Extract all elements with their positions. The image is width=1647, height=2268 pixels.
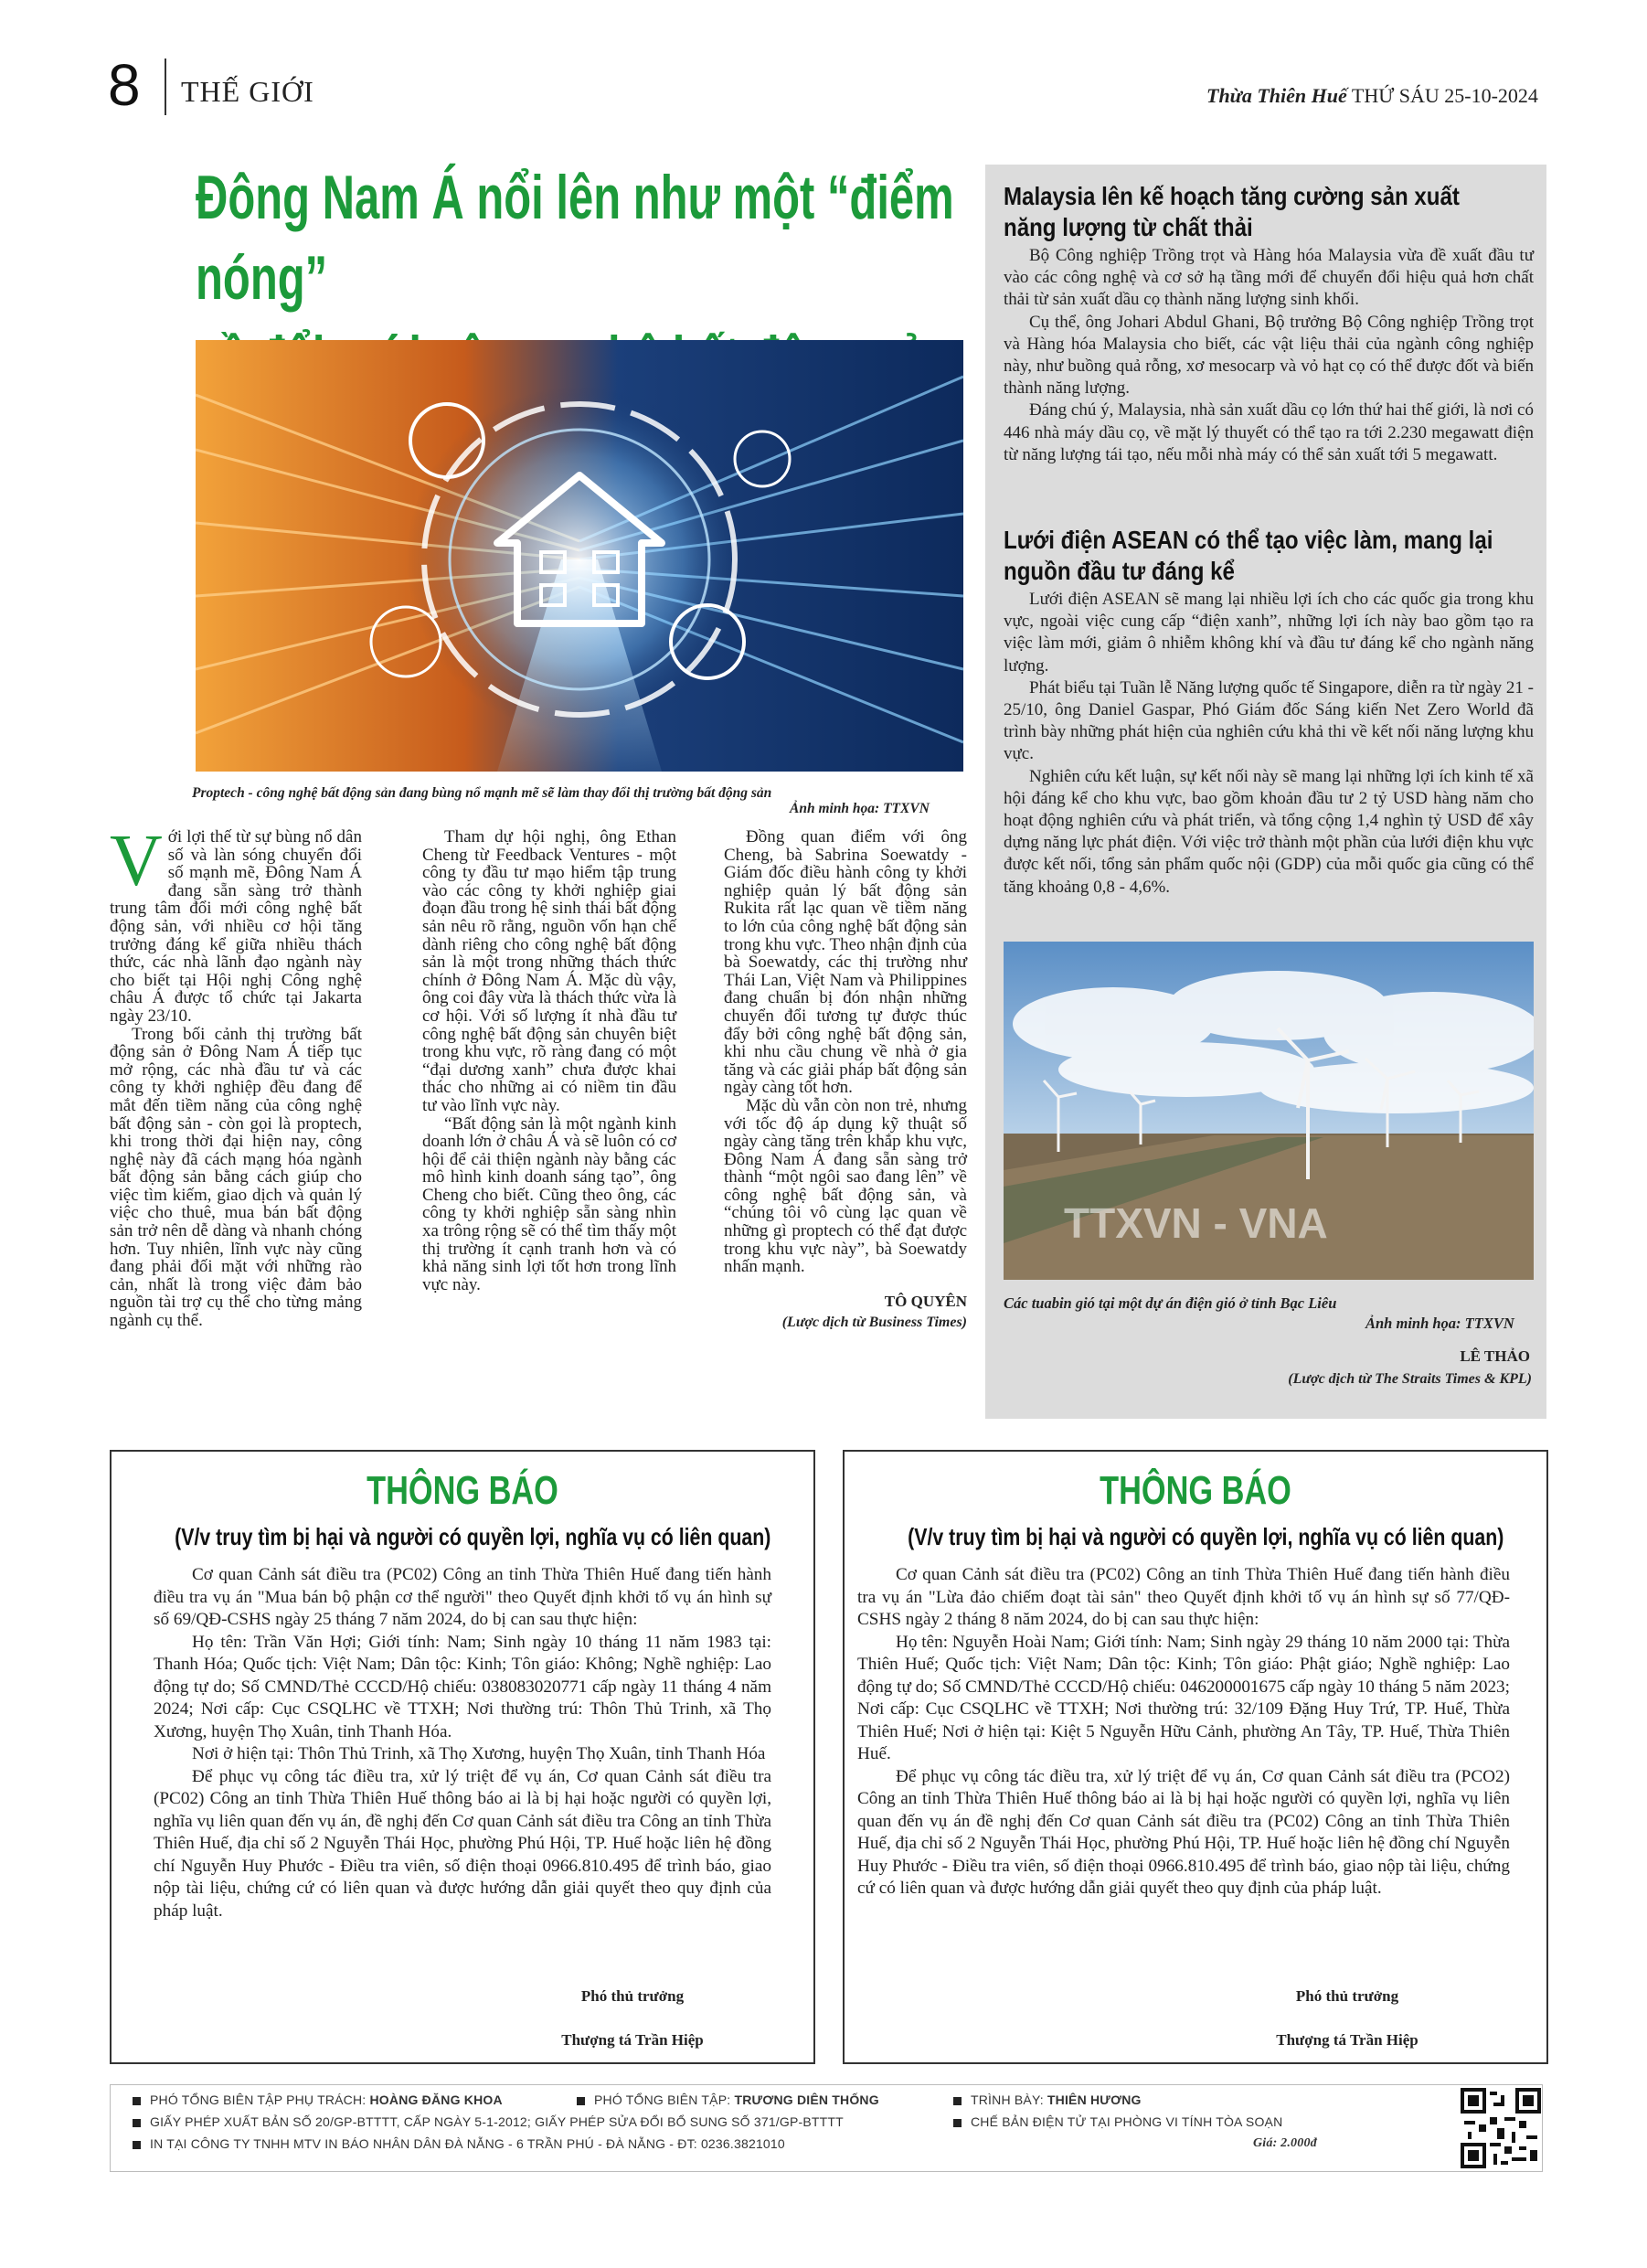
paragraph: “Bất động sản là một ngành kinh doanh lớn ở châu Á và sẽ luôn có cơ hội để cải thiện ngành này bằng các mô hình kinh doanh sáng tạo”, ông Cheng cho biết. Cũng theo ông, các công ty khởi nghiệp sẵn sàng nhìn xa trông rộng sẽ có thể tìm thấy một thị trường ít cạnh tranh hơn và có khả năng sinh lợi tốt hơn trong lĩnh vực này. — [422, 1113, 676, 1294]
license-info: GIẤY PHÉP XUẤT BẢN SỐ 20/GP-BTTTT, CẤP NGÀY 5-1-2012; GIẤY PHÉP SỬA ĐỔI BỔ SUNG SỐ 371/GP-BTTTT — [133, 2114, 844, 2129]
sidebar-story-title: Lưới điện ASEAN có thể tạo việc làm, mang lại nguồn đầu tư đáng kể — [1004, 526, 1493, 585]
sidebar-author: LÊ THẢO — [1460, 1347, 1530, 1365]
notice-body — [154, 1564, 771, 1922]
smart-home-illustration — [196, 340, 963, 772]
paragraph: Cụ thể, ông Johari Abdul Ghani, Bộ trưởng Bộ Công nghiệp Trồng trọt và Hàng hóa Malaysia cho biết, các vật liệu thải của ngành công nghiệp này, như buồng quả rỗng, xơ mesocarp và vỏ hạt cọ có thể được đốt và biến thành năng lượng. — [1004, 312, 1534, 399]
wind-turbines-photo — [1004, 942, 1534, 1280]
bullet-icon — [133, 2141, 141, 2149]
article-column-2 — [422, 828, 676, 1294]
paragraph: Để phục vụ công tác điều tra, xử lý triệt để vụ án, Cơ quan Cảnh sát điều tra (PC02) Công an tỉnh Thừa Thiên Huế thông báo ai là bị hại hoặc người có quyền lợi, nghĩa vụ liên quan đến vụ án, đề nghị đến Cơ quan Cảnh sát điều tra Công an tỉnh Thừa Thiên Huế, địa chỉ số 2 Nguyễn Thái Học, phường Phú Hội, TP. Huế hoặc liên hệ đồng chí Nguyễn Huy Phước - Điều tra viên, số điện thoại 0966.810.495 để trình báo, giao nộp tài liệu, chứng cứ có liên quan và được hướng dẫn giải quyết theo quy định của pháp luật. — [154, 1766, 771, 1921]
paragraph: Họ tên: Trần Văn Hợi; Giới tính: Nam; Sinh ngày 10 tháng 11 năm 1983 tại: Thanh Hóa; Quốc tịch: Việt Nam; Dân tộc: Kinh; Tôn giáo: Không; Nghề nghiệp: Lao động tự do; Số CMND/Thẻ CCCD/Hộ chiếu: 038083020771 cấp ngày 11 tháng 4 năm 2024; Nơi cấp: Cục CSQLHC về TTXH; Nơi thường trú: Thôn Thủ Trinh, xã Thọ Xương, huyện Thọ Xuân, tỉnh Thanh Hóa. — [154, 1632, 771, 1741]
section-name: THẾ GIỚI — [181, 75, 314, 108]
proptech-image — [196, 340, 963, 772]
article-source: (Lược dịch từ Business Times) — [781, 1315, 967, 1331]
bullet-icon — [133, 2119, 141, 2127]
bullet-icon — [953, 2119, 962, 2127]
newspaper-name: Thừa Thiên Huế — [1206, 84, 1347, 107]
bullet-icon — [577, 2097, 585, 2105]
sidebar-story-body — [1004, 589, 1534, 899]
paragraph: Nghiên cứu kết luận, sự kết nối này sẽ mang lại những lợi ích kinh tế xã hội đáng kể cho khu vực, bao gồm khoản đầu tư 2 tỷ USD hàng năm cho hoạt động nghiên cứu và phát triển, và tổng cộng 1,4 nghìn tỷ USD để xây dựng năng lực phát điện. Với việc trở thành một phần của lưới điện khu vực được kết nối, tổng sản phẩm quốc nội (GDP) của mỗi quốc gia cũng có thể tăng khoảng 0,8 - 4,6%. — [1004, 766, 1534, 897]
signer-name: Thượng tá Trần Hiệp — [1276, 2031, 1419, 2049]
notice-body — [857, 1564, 1510, 1901]
notice-left — [110, 1450, 815, 2064]
sidebar-story-asean-grid — [1004, 525, 1534, 899]
sidebar-story-body — [1004, 245, 1534, 466]
paragraph: Trong bối cảnh thị trường bất động sản ở Đông Nam Á tiếp tục mở rộng, các nhà đầu tư và các công ty khởi nghiệp đều đang để mắt đến tiềm năng của công nghệ bất động sản - còn gọi là proptech, khi trong thời đại hiện nay, công nghệ này đã cách mạng hóa ngành bất động sản bằng cách giúp cho việc tìm kiếm, giao dịch và quản lý việc cho thuê, mua bán bất động sản trở nên dễ dàng và nhanh chóng hơn. Tuy nhiên, lĩnh vực này cũng đang phải đối mặt với những rào cản, nhất là trong việc đảm bảo nguồn tài trợ cụ thể cho từng mảng ngành cụ thể. — [110, 1024, 362, 1331]
sidebar-source: (Lược dịch từ The Straits Times & KPL) — [1288, 1371, 1532, 1387]
issue-date: THỨ SÁU 25-10-2024 — [1351, 84, 1538, 107]
paragraph: Lưới điện ASEAN sẽ mang lại nhiều lợi ích cho các quốc gia trong khu vực, ngoài việc cung cấp “điện xanh”, những lợi ích này bao gồm tạo ra việc làm mới, giảm ô nhiễm không khí và đầu tư đáng kể cho ngành năng lượng. — [1004, 590, 1534, 676]
notice-title: THÔNG BÁO — [367, 1468, 558, 1513]
article-author: TÔ QUYÊN — [884, 1292, 967, 1310]
header-divider — [165, 59, 166, 115]
paragraph: Đáng chú ý, Malaysia, nhà sản xuất dầu cọ lớn thứ hai thế giới, là nơi có 446 nhà máy dầu cọ, về mặt lý thuyết có thể tạo ra tới 2.230 megawatt điện từ năng lượng tái tạo, nếu mỗi nhà máy có thể sản xuất tới 5 megawatt. — [1004, 400, 1534, 464]
dropcap: V — [110, 821, 163, 901]
paragraph: Bộ Công nghiệp Trồng trọt và Hàng hóa Malaysia vừa đề xuất đầu tư vào các công nghệ và cơ sở hạ tầng mới để chuyển đổi hiệu quả hơn chất thải từ sản xuất dầu cọ thành năng lượng sinh khối. — [1004, 246, 1534, 310]
hero-credit: Ảnh minh họa: TTXVN — [790, 801, 930, 816]
paragraph: Đồng quan điểm với ông Cheng, bà Sabrina Soewatdy - Giám đốc điều hành công ty khởi nghiệp quản lý bất động sản Rukita rất lạc quan về tiềm năng to lớn của công nghệ bất động sản trong khu vực. Theo nhận định của bà Soewatdy, các thị trường như Thái Lan, Việt Nam và Philippines đang chuẩn bị đón nhận những chuyển đổi tương tự được thúc đẩy bởi công nghệ bất động sản, khi nhu cầu chung về nhà ở gia tăng và các giải pháp bất động sản ngày càng tốt hơn. — [724, 827, 967, 1098]
printer-info: IN TẠI CÔNG TY TNHH MTV IN BÁO NHÂN DÂN ĐÀ NẴNG - 6 TRẦN PHÚ - ĐÀ NẴNG - ĐT: 0236.3821010 — [133, 2136, 785, 2151]
page-number: 8 — [108, 52, 141, 118]
typesetting-info: CHẾ BẢN ĐIỆN TỬ TẠI PHÒNG VI TÍNH TÒA SOẠN — [953, 2114, 1282, 2129]
price: Giá: 2.000đ — [1253, 2136, 1317, 2150]
paragraph: Để phục vụ công tác điều tra, xử lý triệt để vụ án, Cơ quan Cảnh sát điều tra (PCO2) Công an tỉnh Thừa Thiên Huế thông báo ai là bị hại hoặc người có quyền lợi, nghĩa vụ liên quan đến vụ án đề nghị đến Cơ quan Cảnh sát điều tra (PC02) Công an tỉnh Thừa Thiên Huế, địa chỉ số 2 Nguyễn Thái Học, phường Phú Hội, TP. Huế hoặc liên hệ đồng chí Nguyễn Huy Phước - Điều tra viên, số điện thoại 0966.810.495 để trình báo, giao nộp tài liệu, chứng cứ có liên quan và được hướng dẫn giải quyết theo quy định của pháp luật. — [857, 1766, 1510, 1898]
paragraph: Cơ quan Cảnh sát điều tra (PC02) Công an tỉnh Thừa Thiên Huế đang tiến hành điều tra vụ án "Mua bán bộ phận cơ thể người" theo Quyết định khởi tố vụ án hình sự số 69/QĐ-CSHS ngày 25 tháng 7 năm 2024, do bị can sau thực hiện: — [154, 1565, 771, 1629]
notice-title: THÔNG BÁO — [1100, 1468, 1291, 1513]
signer-title: Phó thủ trưởng — [1295, 1987, 1399, 2005]
wind-caption: Các tuabin gió tại một dự án điện gió ở tỉnh Bạc Liêu — [1004, 1294, 1337, 1312]
paragraph: ới lợi thế từ sự bùng nổ dân số và làn sóng chuyển đổi số mạnh mẽ, Đông Nam Á đang sẵn sàng trở thành trung tâm đổi mới công nghệ bất động sản, với nhiều cơ hội tăng trưởng đáng kể giữa nhiều thách thức, các nhà lãnh đạo ngành này cho biết tại Hội nghị Công nghệ châu Á được tổ chức tại Jakarta ngày 23/10. — [110, 827, 362, 1026]
sidebar-story-title: Malaysia lên kế hoạch tăng cường sản xuất năng lượng từ chất thải — [1004, 182, 1460, 241]
paragraph: Họ tên: Nguyễn Hoài Nam; Giới tính: Nam; Sinh ngày 29 tháng 10 năm 2000 tại: Thừa Thiên Huế; Quốc tịch: Việt Nam; Dân tộc: Kinh; Tôn giáo: Phật giáo; Nghề nghiệp: Lao động tự do; Số CMND/Thẻ CCCD/Hộ chiếu: 046200001675 cấp ngày 10 tháng 5 năm 2023; Nơi cấp: Cục CSQLHC về TTXH; Nơi thường trú: 32/109 Đặng Huy Trứ, TP. Huế, Thừa Thiên Huế; Nơi ở hiện tại: Kiệt 5 Nguyễn Hữu Cảnh, phường An Tây, TP. Huế, Thừa Thiên Huế. — [857, 1632, 1510, 1763]
bullet-icon — [133, 2097, 141, 2105]
notice-subtitle: (V/v truy tìm bị hại và người có quyền lợi, nghĩa vụ có liên quan) — [908, 1523, 1504, 1550]
hero-caption: Proptech - công nghệ bất động sản đang bùng nổ mạnh mẽ sẽ làm thay đổi thị trường bất động sản — [192, 785, 772, 801]
sidebar-story-malaysia — [1004, 181, 1534, 466]
wind-farm-image — [1004, 942, 1534, 1280]
deputy-editor-2: PHÓ TỔNG BIÊN TẬP: TRƯƠNG DIÊN THỐNG — [577, 2092, 879, 2107]
deputy-editor: PHÓ TỔNG BIÊN TẬP PHỤ TRÁCH: HOÀNG ĐĂNG KHOA — [133, 2092, 503, 2107]
notice-subtitle: (V/v truy tìm bị hại và người có quyền lợi, nghĩa vụ có liên quan) — [175, 1523, 771, 1550]
image-watermark: TTXVN - VNA — [1064, 1199, 1328, 1247]
bullet-icon — [953, 2097, 962, 2105]
paragraph: Phát biểu tại Tuần lễ Năng lượng quốc tế Singapore, diễn ra từ ngày 21 - 25/10, ông Daniel Gaspar, Phó Giám đốc Sáng kiến Net Zero World đã trình bày những phát hiện của nghiên cứu khả thi về kết nối năng lượng khu vực. — [1004, 677, 1534, 764]
imprint-footer — [110, 2084, 1543, 2172]
qr-code-icon — [1461, 2088, 1541, 2168]
article-column-3 — [724, 828, 967, 1332]
paragraph: Nơi ở hiện tại: Thôn Thủ Trinh, xã Thọ Xương, huyện Thọ Xuân, tỉnh Thanh Hóa — [192, 1744, 766, 1763]
masthead — [1206, 84, 1538, 108]
notice-right — [843, 1450, 1548, 2064]
paragraph: Tham dự hội nghị, ông Ethan Cheng từ Feedback Ventures - một công ty đầu tư mạo hiểm tập trung vào các công ty khởi nghiệp giai đoạn đầu trong hệ sinh thái bất động sản nêu rõ rằng, nguồn vốn hạn chế dành riêng cho công nghệ bất động sản là một trong những thách thức chính ở Đông Nam Á. Mặc dù vậy, ông coi đây vừa là thách thức vừa là cơ hội. Với số lượng ít nhà đầu tư công nghệ bất động sản chuyên biệt trong khu vực, rõ ràng đang có một “đại dương xanh” chưa được khai thác cho những ai có niềm tin đầu tư vào lĩnh vực này. — [422, 827, 676, 1115]
layout-credit: TRÌNH BÀY: THIÊN HƯƠNG — [953, 2092, 1142, 2107]
headline-line-1: Đông Nam Á nổi lên như một “điểm nóng” — [196, 163, 954, 313]
paragraph: Mặc dù vẫn còn non trẻ, nhưng với tốc độ áp dụng kỹ thuật số ngày càng tăng trên khắp khu vực, Đông Nam Á đang sẵn sàng trở thành “một ngôi sao đang lên” về công nghệ bất động sản, và “chúng tôi vô cùng lạc quan về những gì proptech có thể đạt được trong khu vực này”, bà Soewatdy nhấn mạnh. — [724, 1095, 967, 1277]
article-column-1 — [110, 821, 362, 1331]
wind-credit: Ảnh minh họa: TTXVN — [1365, 1315, 1514, 1332]
signer-name: Thượng tá Trần Hiệp — [561, 2031, 704, 2049]
signer-title: Phó thủ trưởng — [580, 1987, 685, 2005]
paragraph: Cơ quan Cảnh sát điều tra (PC02) Công an tỉnh Thừa Thiên Huế đang tiến hành điều tra vụ án "Lừa đảo chiếm đoạt tài sản" theo Quyết định khởi tố vụ án hình sự số 77/QĐ-CSHS ngày 2 tháng 8 năm 2024, do bị can sau thực hiện: — [857, 1565, 1510, 1629]
